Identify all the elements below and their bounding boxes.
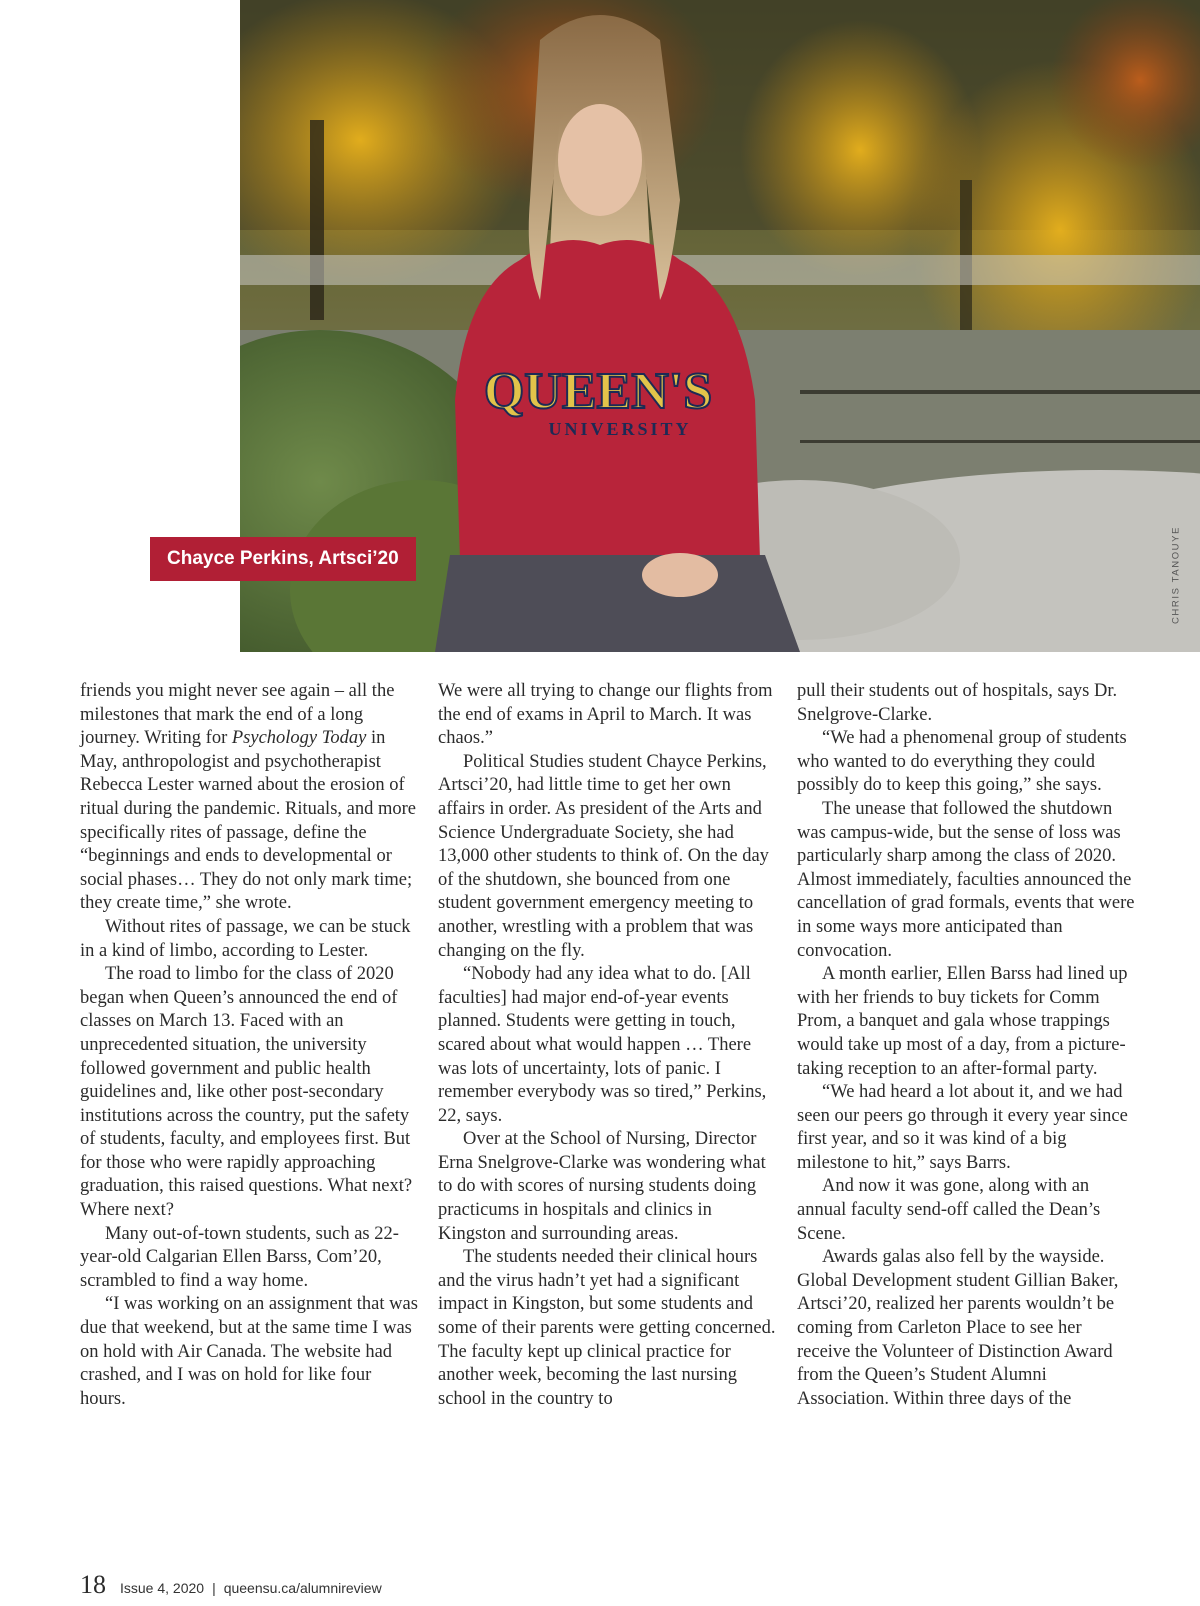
article-paragraph [797,1081,1137,1175]
paragraph-text: pull their students out of hospitals, says Dr. Snelgrove-Clarke. [797,681,1118,725]
paragraph-text: Many out-of-town students, such as 22-year-old Calgarian Ellen Barss, Com’20, scrambled to find a way home. [80,1223,399,1291]
paragraph-text: “We had heard a lot about it, and we had seen our peers go through it every year since first year, and so it was kind of a big milestone to hit,” says Barrs. [797,1082,1128,1173]
article-paragraph [797,680,1137,727]
article-paragraph [438,963,778,1128]
paragraph-text: The road to limbo for the class of 2020 began when Queen’s announced the end of classes on March 13. Faced with an unprecedented situation, the university followed government and public health guidelines and, like other post-secondary institutions across the country, put the safety of students, faculty, and employees first. But for those who were rapidly approaching graduation, this raised questions. What next? Where next? [80,964,413,1221]
photo-credit: CHRIS TANOUYE [1170,525,1182,625]
article-paragraph [438,1246,778,1411]
article-paragraph [80,963,420,1223]
article-paragraph [797,727,1137,798]
article-paragraph [438,751,778,963]
paragraph-text: “I was working on an assignment that was due that weekend, but at the same time I was on hold with Air Canada. The website had crashed, and I was on hold for like four hours. [80,1294,418,1409]
article-paragraph [80,1293,420,1411]
photo-caption: Chayce Perkins, Artsci’20 [150,537,416,581]
italic-title: Psychology Today [231,728,367,749]
article-paragraph [80,1223,420,1294]
paragraph-text: The unease that followed the shutdown was campus-wide, but the sense of loss was particularly sharp among the class of 2020. Almost immediately, faculties announced the cancellation of grad formals, events that were in some ways more anticipated than convocation. [797,798,1135,961]
paragraph-text: in May, anthropologist and psychotherapist Rebecca Lester warned about the erosion of ritual during the pandemic. Rituals, and more specifically rites of passage, define the “beginnings and ends to developmental or social phases… They do not only mark time; they create time,” she wrote. [80,728,416,914]
paragraph-text: “We had a phenomenal group of students who wanted to do everything they could possibly do to keep this going,” she says. [797,728,1127,796]
article-column-2 [438,680,778,1411]
paragraph-text: Awards galas also fell by the wayside. Global Development student Gillian Baker, Artsci’20, realized her parents wouldn’t be coming from Carleton Place to see her receive the Volunteer of Distinction Award from the Queen’s Student Alumni Association. Within three days of the [797,1247,1119,1409]
page-number: 18 [80,1570,106,1599]
article-paragraph [797,963,1137,1081]
sweatshirt-wordmark: QUEEN'S [483,363,713,420]
paragraph-text: Without rites of passage, we can be stuck in a kind of limbo, according to Lester. [80,916,411,961]
paragraph-text: And now it was gone, along with an annual faculty send-off called the Dean’s Scene. [797,1176,1101,1244]
footer-separator: | [212,1580,216,1596]
paragraph-text: We were all trying to change our flights from the end of exams in April to March. It was chaos.” [438,681,773,749]
sweatshirt-subtext: UNIVERSITY [548,419,692,439]
article-paragraph [797,1246,1137,1411]
article-paragraph [797,798,1137,963]
paragraph-text: Over at the School of Nursing, Director Erna Snelgrove-Clarke was wondering what to do with scores of nursing students doing practicums in hospitals and clinics in Kingston and surrounding areas. [438,1129,766,1244]
article-paragraph [797,1175,1137,1246]
paragraph-text: Political Studies student Chayce Perkins, Artsci’20, had little time to get her own affairs in order. As president of the Arts and Science Undergraduate Society, she had 13,000 other students to think of. On the day of the shutdown, she bounced from one student government emergency meeting to another, wrestling with a problem that was changing on the fly. [438,751,769,961]
article-column-1 [80,680,420,1411]
article-paragraph [438,1128,778,1246]
paragraph-text: friends you might never see again – all the milestones that mark the end of a long journey. Writing for [80,681,395,749]
page-footer [80,1570,382,1600]
article-paragraph [438,680,778,751]
article-paragraph [80,680,420,916]
article-column-3 [797,680,1137,1411]
paragraph-text: The students needed their clinical hours and the virus hadn’t yet had a significant impact in Kingston, but some students and some of their parents were getting concerned. The faculty kept up clinical practice for another week, becoming the last nursing school in the country to [438,1247,776,1409]
article-paragraph [80,916,420,963]
paragraph-text: A month earlier, Ellen Barss had lined up with her friends to buy tickets for Comm Prom, a banquet and gala whose trappings would take up most of a day, from a picture-taking reception to an after-formal party. [797,964,1128,1079]
footer-url[interactable]: queensu.ca/alumnireview [223,1580,382,1596]
issue-label: Issue 4, 2020 [120,1580,205,1596]
paragraph-text: “Nobody had any idea what to do. [All faculties] had major end-of-year events planned. Students were getting in touch, scared about what would happen … There was lots of uncertainty, lots of panic. I remember everybody was so tired,” Perkins, 22, says. [438,964,767,1126]
